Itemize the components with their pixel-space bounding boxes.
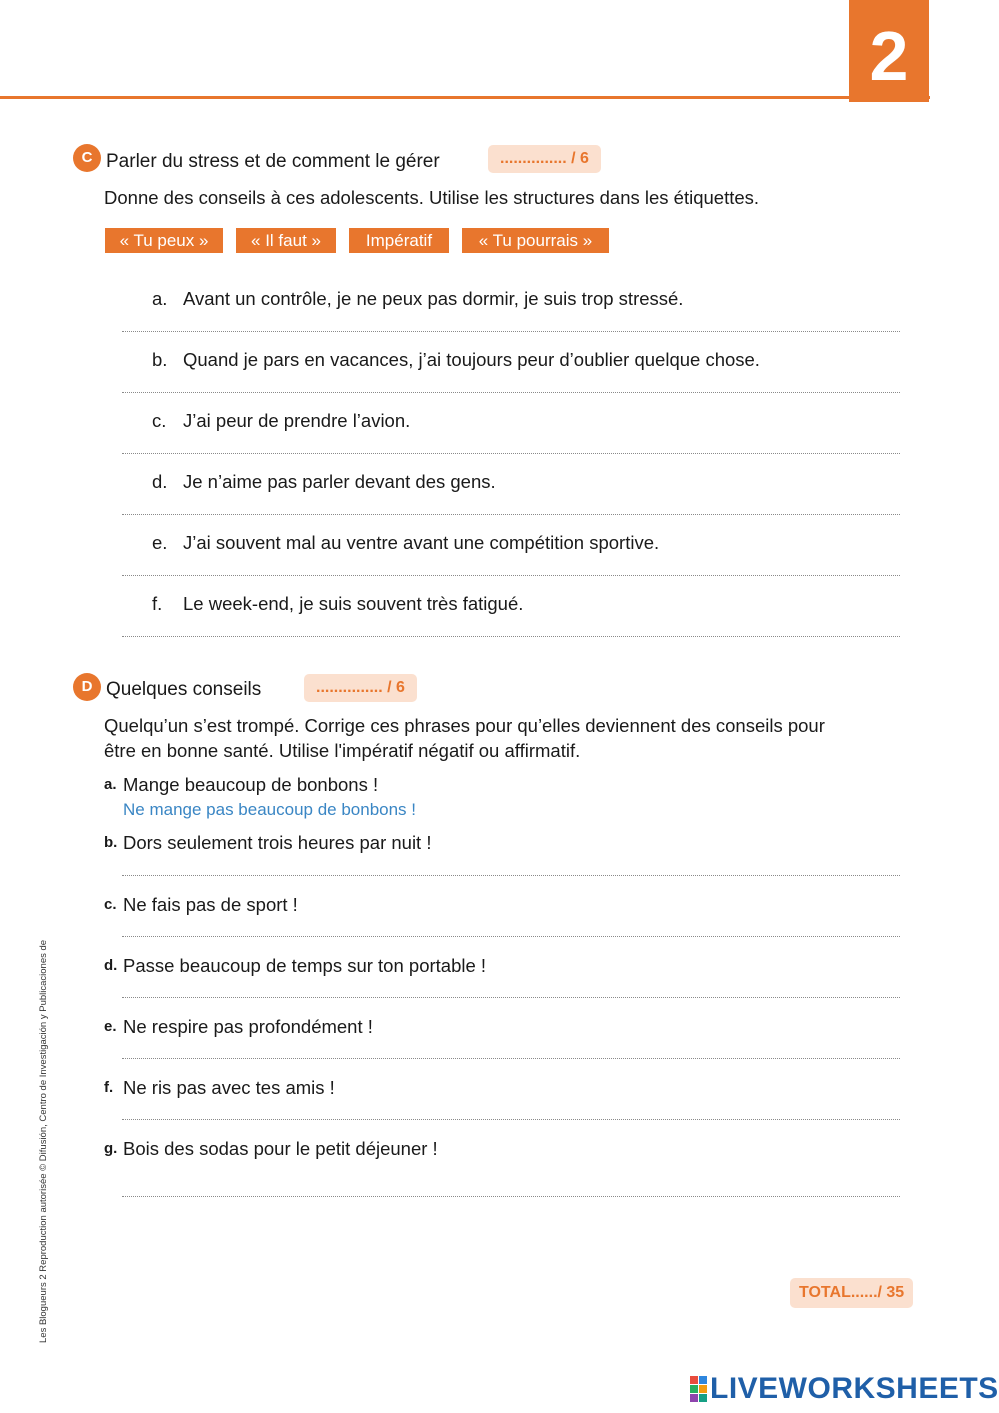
section-c-instruction: Donne des conseils à ces adolescents. Utilise les structures dans les étiquettes.	[104, 187, 760, 208]
section-c-item-b	[152, 349, 760, 371]
tag-imperatif: Impératif	[349, 228, 449, 253]
answer-line-c-e[interactable]	[122, 575, 900, 576]
item-letter: d.	[152, 471, 168, 492]
section-c-item-a	[152, 288, 683, 310]
section-c-item-d	[152, 471, 496, 493]
item-letter: f.	[152, 593, 163, 614]
item-text: Mange beaucoup de bonbons !	[123, 774, 379, 795]
item-text: Je n’aime pas parler devant des gens.	[183, 471, 496, 492]
section-c-score: ............... / 6	[488, 145, 601, 173]
example-answer: Ne mange pas beaucoup de bonbons !	[123, 800, 417, 819]
section-d-item-c	[104, 894, 298, 916]
item-text: Ne fais pas de sport !	[123, 894, 298, 915]
item-letter: d.	[104, 957, 118, 974]
item-letter: g.	[104, 1140, 118, 1157]
answer-line-c-f[interactable]	[122, 636, 900, 637]
section-d-item-f	[104, 1077, 335, 1099]
item-letter: c.	[104, 896, 117, 913]
answer-line-c-b[interactable]	[122, 392, 900, 393]
item-letter: c.	[152, 410, 167, 431]
item-text: Dors seulement trois heures par nuit !	[123, 832, 432, 853]
section-d-title: Quelques conseils	[106, 679, 262, 700]
answer-line-d-f[interactable]	[122, 1119, 900, 1120]
item-letter: a.	[104, 776, 117, 793]
section-d-item-e	[104, 1016, 373, 1038]
unit-number-badge: 2	[849, 0, 929, 102]
section-c-item-f	[152, 593, 523, 615]
header-rule	[0, 96, 930, 99]
logo-text: LIVEWORKSHEETS	[710, 1372, 999, 1405]
item-text: Ne respire pas profondément !	[123, 1016, 373, 1037]
answer-line-d-c[interactable]	[122, 936, 900, 937]
section-d-letter: D	[73, 673, 101, 701]
answer-line-c-d[interactable]	[122, 514, 900, 515]
item-text: Avant un contrôle, je ne peux pas dormir, je suis trop stressé.	[183, 288, 684, 309]
section-c-title: Parler du stress et de comment le gérer	[106, 151, 440, 172]
item-letter: e.	[104, 1018, 117, 1035]
tag-tu-pourrais: « Tu pourrais »	[462, 228, 609, 253]
section-d-item-d	[104, 955, 486, 977]
section-d-item-b	[104, 832, 431, 854]
copyright-credit: Les Blogueurs 2 Reproduction autorisée © Difusión, Centro de Investigación y Publicaciones de	[38, 939, 49, 1343]
item-text: Ne ris pas avec tes amis !	[123, 1077, 335, 1098]
section-c-item-c	[152, 410, 410, 432]
item-text: Le week-end, je suis souvent très fatigué.	[183, 593, 524, 614]
answer-line-d-g[interactable]	[122, 1196, 900, 1197]
item-letter: b.	[104, 834, 118, 851]
answer-line-d-d[interactable]	[122, 997, 900, 998]
section-d-instruction-line-1: Quelqu’un s’est trompé. Corrige ces phrases pour qu’elles deviennent des conseils pour	[104, 715, 825, 736]
tag-tu-peux: « Tu peux »	[105, 228, 223, 253]
answer-line-d-b[interactable]	[122, 875, 900, 876]
item-text: Bois des sodas pour le petit déjeuner !	[123, 1138, 438, 1159]
liveworksheets-logo	[690, 1372, 999, 1406]
item-text: J’ai peur de prendre l’avion.	[183, 410, 411, 431]
item-letter: e.	[152, 532, 168, 553]
section-d-score: ............... / 6	[304, 674, 417, 702]
item-letter: f.	[104, 1079, 114, 1096]
item-letter: b.	[152, 349, 168, 370]
section-c-item-e	[152, 532, 659, 554]
logo-blocks-icon	[690, 1376, 707, 1402]
total-score: TOTAL....../ 35	[790, 1278, 913, 1308]
section-d-item-g	[104, 1138, 438, 1160]
answer-line-d-e[interactable]	[122, 1058, 900, 1059]
item-text: Passe beaucoup de temps sur ton portable !	[123, 955, 487, 976]
tag-il-faut: « Il faut »	[236, 228, 336, 253]
item-letter: a.	[152, 288, 168, 309]
section-c-letter: C	[73, 144, 101, 172]
item-text: Quand je pars en vacances, j’ai toujours peur d’oublier quelque chose.	[183, 349, 760, 370]
item-text: J’ai souvent mal au ventre avant une compétition sportive.	[183, 532, 660, 553]
answer-line-c-a[interactable]	[122, 331, 900, 332]
answer-line-c-c[interactable]	[122, 453, 900, 454]
section-d-instruction-line-2: être en bonne santé. Utilise l'impératif négatif ou affirmatif.	[104, 740, 581, 761]
section-d-item-a	[104, 774, 378, 796]
